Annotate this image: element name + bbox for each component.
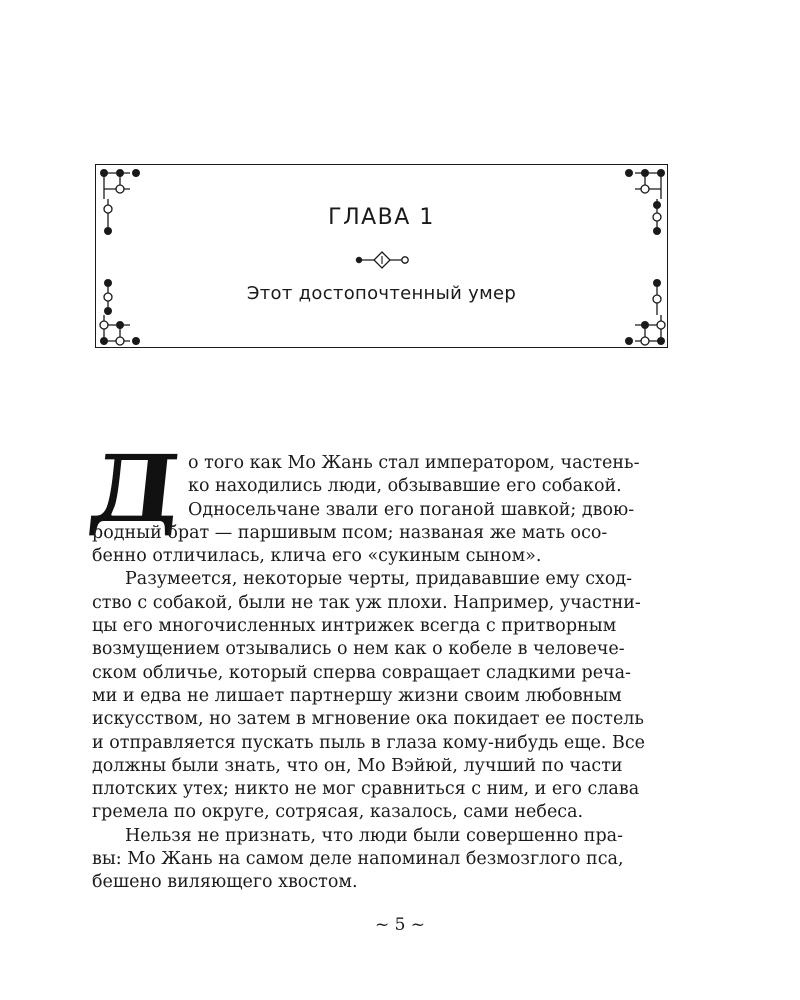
paragraph	[92, 568, 682, 824]
text-line: родный брат — паршивым псом; названая же мать осо-	[92, 522, 608, 543]
text-line: ском обличье, который сперва совращает сладкими речa-	[92, 662, 631, 683]
body-text	[92, 452, 682, 895]
text-line: искусством, но затем в мгновение ока покидает ее постель	[92, 709, 644, 730]
text-line: бенно отличилась, клича его «сукиным сыном».	[92, 546, 542, 567]
text-line: и отправляется пускать пыль в глаза кому-нибудь еще. Все	[92, 732, 646, 753]
text-line: о того как Мо Жань стал императором, частень-	[188, 453, 640, 473]
text-line: бешено виляющего хвостом.	[92, 872, 358, 893]
text-line: гремела по округе, сотрясая, казалось, сами небеса.	[92, 802, 584, 823]
page-number: ~ 5 ~	[374, 915, 426, 935]
text-line: Нельзя не признать, что люди были совершенно пра-	[125, 825, 624, 846]
text-line: плотских утех; никто не мог сравниться с ним, и его слава	[92, 779, 640, 800]
text-line: ми и едва не лишает партнершу жизни своим любовным	[92, 685, 622, 706]
text-line: ко находились люди, обзывавшие его собакой.	[188, 476, 622, 497]
chapter-title-frame	[95, 164, 668, 348]
ornament-divider-icon	[355, 251, 411, 269]
text-line: ство с собакой, были не так уж плохи. Например, участни-	[92, 592, 641, 613]
text-line: вы: Мо Жань на самом деле напоминал безмозглого пса,	[92, 849, 624, 870]
text-line: возмущением отзывались о нем как о кобеле в человече-	[92, 639, 625, 660]
text-line: должны были знать, что он, Мо Вэйюй, лучший по части	[92, 755, 623, 776]
chapter-title: ГЛАВА 1	[328, 205, 435, 230]
paragraph	[92, 452, 682, 568]
text-line: цы его многочисленных интрижек всегда с притворным	[92, 616, 617, 637]
drop-cap: Д	[83, 435, 187, 543]
chapter-subtitle: Этот достопочтенный умер	[246, 283, 517, 304]
text-line: Односельчане звали его поганой шавкой; двою-	[188, 499, 635, 520]
paragraph	[92, 825, 682, 895]
text-line: Разумеется, некоторые черты, придававшие ему сход-	[125, 569, 633, 590]
